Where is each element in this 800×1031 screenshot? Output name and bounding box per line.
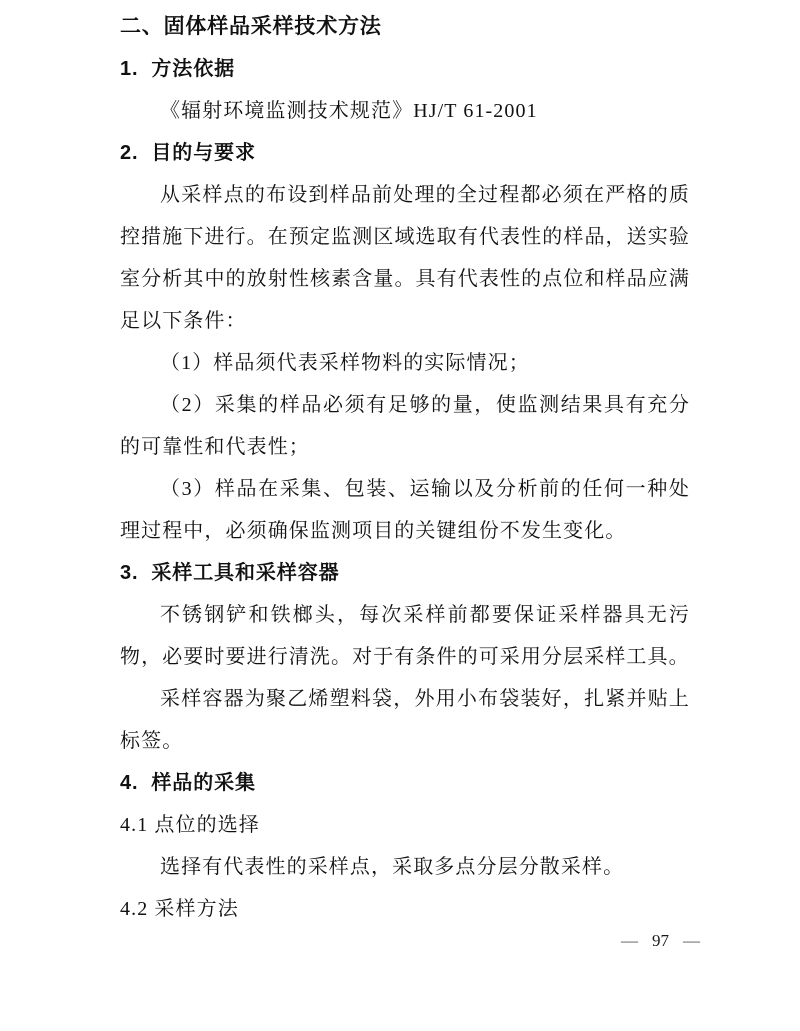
paragraph: 从采样点的布设到样品前处理的全过程都必须在严格的质控措施下进行。在预定监测区域选取有代表性的样品，送实验室分析其中的放射性核素含量。具有代表性的点位和样品应满足以下条件：: [120, 184, 690, 332]
section-heading-4: 4. 样品的采集: [120, 772, 256, 794]
list-item-2: （2）采集的样品必须有足够的量，使监测结果具有充分的可靠性和代表性；: [120, 394, 690, 458]
section-heading-3: 3. 采样工具和采样容器: [120, 562, 340, 584]
list-item-1: （1）样品须代表采样物料的实际情况；: [160, 352, 530, 374]
footer-left-dash: —: [621, 931, 638, 950]
list-item-3: （3）样品在采集、包装、运输以及分析前的任何一种处理过程中，必须确保监测项目的关键组份不发生变化。: [120, 478, 690, 542]
footer-right-dash: —: [683, 931, 700, 950]
page-number: 97: [652, 931, 669, 950]
document-content: [120, 6, 690, 930]
section-heading-1: 1. 方法依据: [120, 58, 235, 80]
section-heading-2: 2. 目的与要求: [120, 142, 256, 164]
chapter-title: 二、固体样品采样技术方法: [120, 15, 382, 38]
reference-line: 《辐射环境监测技术规范》HJ/T 61-2001: [160, 100, 538, 122]
paragraph: 不锈钢铲和铁榔头，每次采样前都要保证采样器具无污物，必要时要进行清洗。对于有条件的可采用分层采样工具。: [120, 604, 690, 668]
paragraph: 采样容器为聚乙烯塑料袋，外用小布袋装好，扎紧并贴上标签。: [120, 688, 690, 752]
subsection-heading-4-2: 4.2 采样方法: [120, 898, 239, 920]
subsection-heading-4-1: 4.1 点位的选择: [120, 814, 260, 836]
page-footer: [621, 930, 700, 952]
paragraph: 选择有代表性的采样点，采取多点分层分散采样。: [160, 856, 625, 878]
